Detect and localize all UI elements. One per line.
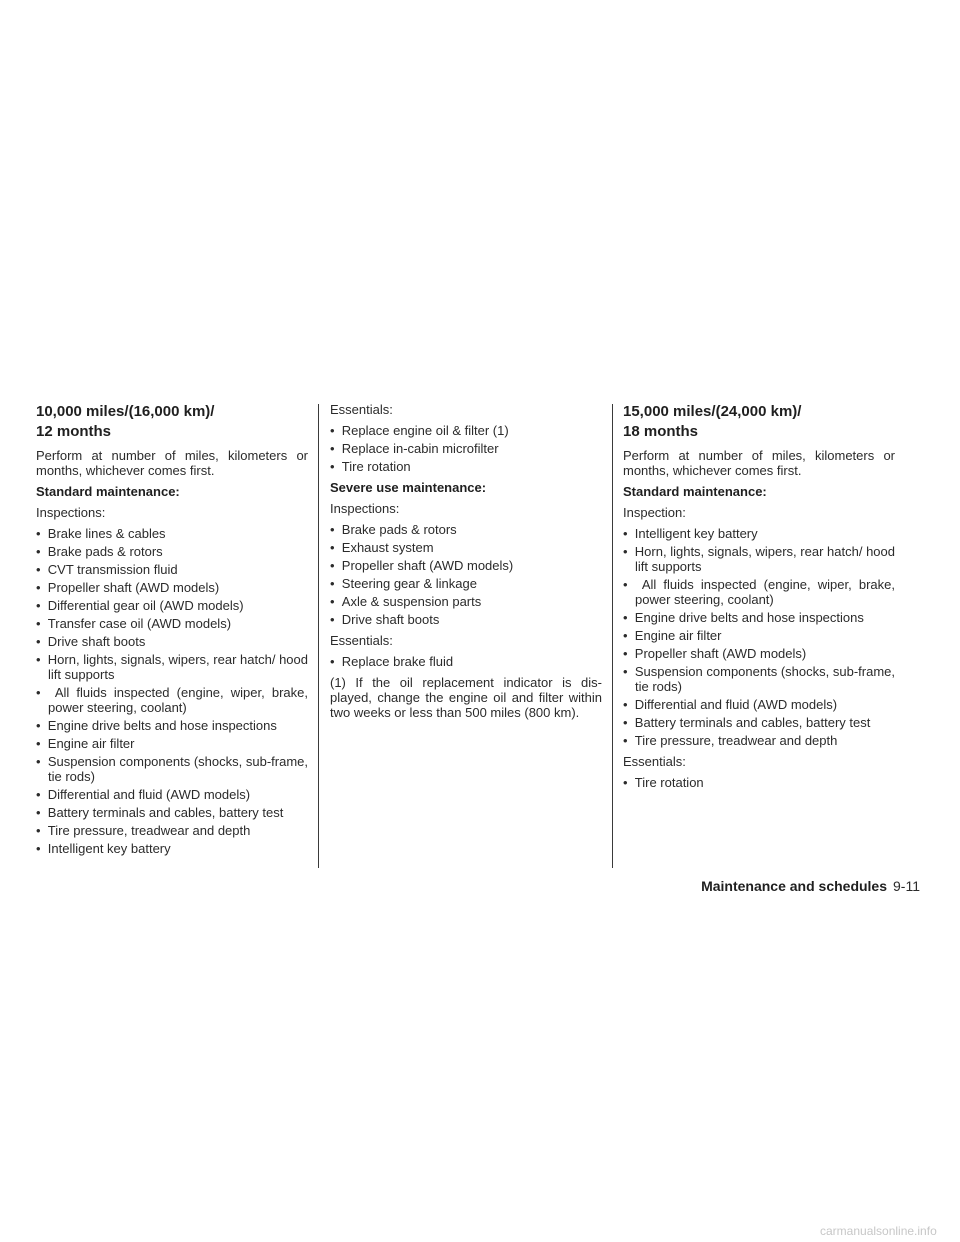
intro-text: Perform at number of miles, kilometers or months, whichever comes first.	[36, 448, 308, 478]
essentials-label: Essentials:	[623, 754, 686, 769]
list-item: • Brake pads & rotors	[330, 522, 602, 537]
list-item: • Battery terminals and cables, battery test	[623, 715, 895, 730]
column-divider-right	[612, 404, 613, 868]
list-item: • Tire pressure, treadwear and depth	[36, 823, 308, 838]
list-item: • Propeller shaft (AWD models)	[623, 646, 895, 661]
page-footer	[701, 877, 920, 895]
severe-inspection-list	[330, 522, 602, 627]
list-item: • Differential gear oil (AWD models)	[36, 598, 308, 613]
heading-line-1: 15,000 miles/(24,000 km)/	[623, 403, 802, 420]
list-item: • Horn, lights, signals, wipers, rear hatch/ hood lift supports	[623, 544, 895, 574]
list-item: • Differential and fluid (AWD models)	[623, 697, 895, 712]
heading-line-2: 18 months	[623, 423, 699, 440]
heading-line-2: 12 months	[36, 423, 112, 440]
essentials-label-2: Essentials:	[330, 633, 393, 648]
list-item: • Tire rotation	[330, 459, 602, 474]
severe-use-label: Severe use maintenance:	[330, 480, 487, 495]
section-heading-15000	[623, 402, 895, 442]
column-10000-miles	[36, 402, 308, 862]
list-item: • Battery terminals and cables, battery test	[36, 805, 308, 820]
inspections-label: Inspections:	[36, 505, 106, 520]
essentials-list	[623, 775, 895, 790]
standard-maintenance-label: Standard maintenance:	[623, 484, 767, 499]
column-essentials-severe	[330, 402, 602, 726]
list-item: • Intelligent key battery	[623, 526, 895, 541]
list-item: • Brake pads & rotors	[36, 544, 308, 559]
page-number: 9-11	[893, 878, 920, 894]
list-item: • Replace engine oil & filter (1)	[330, 423, 602, 438]
list-item: • Axle & suspension parts	[330, 594, 602, 609]
list-item: • Transfer case oil (AWD models)	[36, 616, 308, 631]
list-item: • Engine air filter	[36, 736, 308, 751]
list-item: • Propeller shaft (AWD models)	[36, 580, 308, 595]
list-item: • All fluids inspected (engine, wiper, brake, power steering, coolant)	[36, 685, 308, 715]
heading-line-1: 10,000 miles/(16,000 km)/	[36, 403, 215, 420]
inspection-list	[36, 526, 308, 856]
list-item: • Brake lines & cables	[36, 526, 308, 541]
footnote: (1) If the oil replacement indicator is dis-played, change the engine oil and filter within two weeks or less than 500 miles (800 km).	[330, 675, 602, 720]
list-item: • Replace brake fluid	[330, 654, 602, 669]
list-item: • Horn, lights, signals, wipers, rear hatch/ hood lift supports	[36, 652, 308, 682]
column-15000-miles	[623, 402, 895, 796]
list-item: • All fluids inspected (engine, wiper, brake, power steering, coolant)	[623, 577, 895, 607]
list-item: • Tire rotation	[623, 775, 895, 790]
footer-section-title: Maintenance and schedules	[701, 878, 888, 894]
list-item: • Intelligent key battery	[36, 841, 308, 856]
standard-maintenance-label: Standard maintenance:	[36, 484, 180, 499]
list-item: • Replace in-cabin microfilter	[330, 441, 602, 456]
watermark: carmanualsonline.info	[820, 1224, 937, 1238]
section-heading-10000	[36, 402, 308, 442]
list-item: • Steering gear & linkage	[330, 576, 602, 591]
list-item: • Suspension components (shocks, sub-frame, tie rods)	[36, 754, 308, 784]
inspections-label: Inspections:	[330, 501, 400, 516]
list-item: • Engine drive belts and hose inspections	[623, 610, 895, 625]
inspection-list	[623, 526, 895, 748]
list-item: • Exhaust system	[330, 540, 602, 555]
essentials-list	[330, 423, 602, 474]
list-item: • Drive shaft boots	[36, 634, 308, 649]
list-item: • Engine drive belts and hose inspections	[36, 718, 308, 733]
column-divider-left	[318, 404, 319, 868]
list-item: • Tire pressure, treadwear and depth	[623, 733, 895, 748]
inspection-label: Inspection:	[623, 505, 686, 520]
list-item: • Engine air filter	[623, 628, 895, 643]
intro-text: Perform at number of miles, kilometers or months, whichever comes first.	[623, 448, 895, 478]
list-item: • Propeller shaft (AWD models)	[330, 558, 602, 573]
list-item: • CVT transmission fluid	[36, 562, 308, 577]
essentials-list-2	[330, 654, 602, 669]
list-item: • Differential and fluid (AWD models)	[36, 787, 308, 802]
essentials-label: Essentials:	[330, 402, 393, 417]
list-item: • Suspension components (shocks, sub-frame, tie rods)	[623, 664, 895, 694]
list-item: • Drive shaft boots	[330, 612, 602, 627]
